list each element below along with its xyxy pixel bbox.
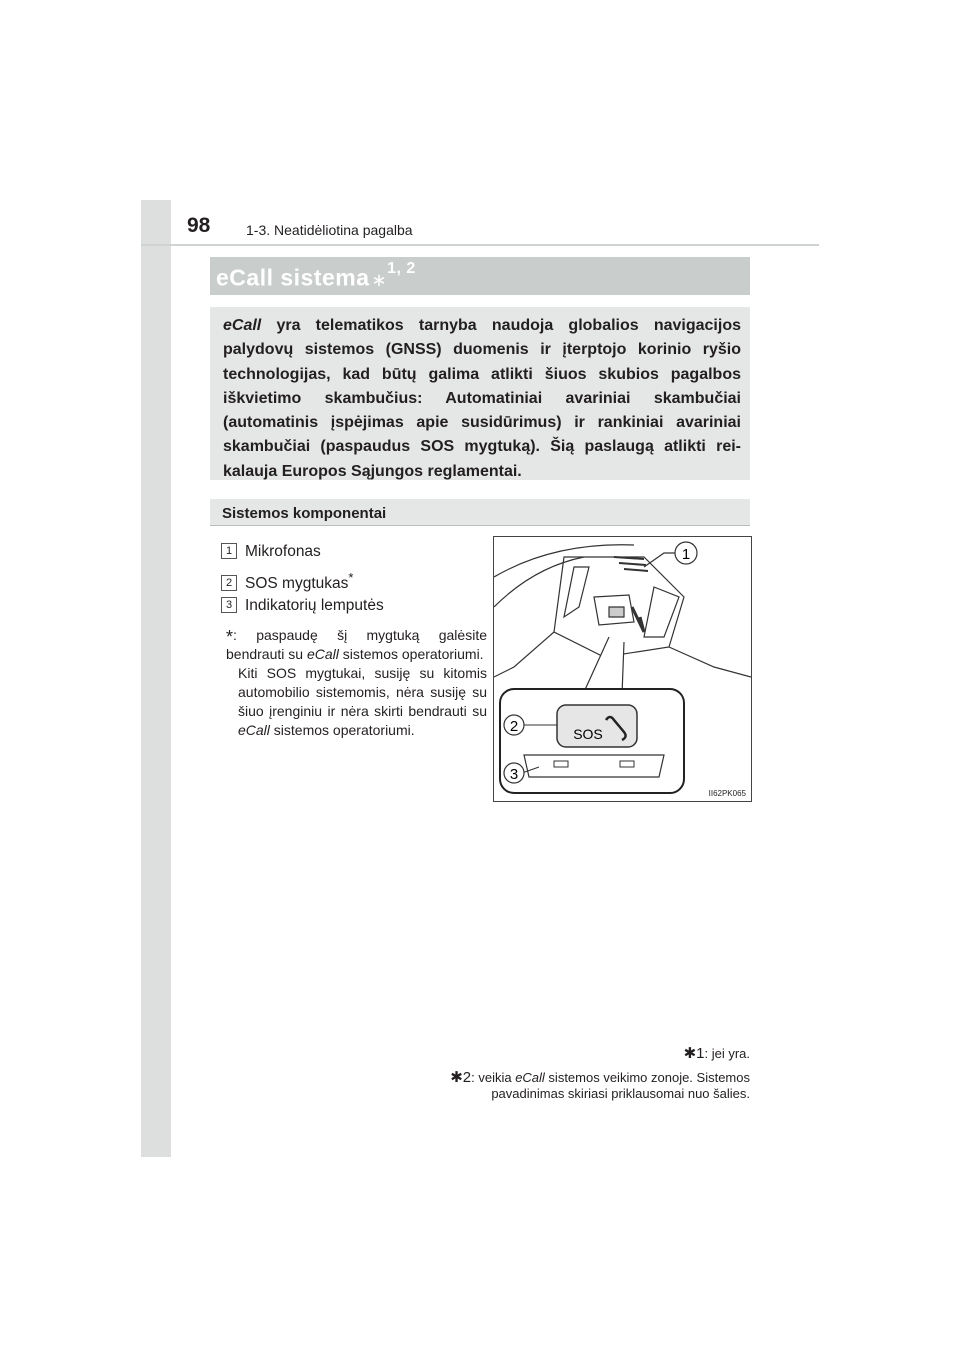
component-star: * [348, 570, 354, 585]
component-item-2 [221, 570, 353, 593]
section-header: 1-3. Neatidėliotina pagalba [246, 222, 413, 238]
note-ecall: eCall [238, 722, 270, 738]
intro-ecall: eCall [223, 317, 262, 334]
footnote-2 [380, 1070, 750, 1102]
note-text: sistemos operatoriumi. [338, 646, 484, 662]
note-star: * [226, 627, 234, 647]
component-number: 1 [221, 543, 237, 559]
indicator-lamp-right [620, 761, 634, 767]
component-number: 3 [221, 597, 237, 613]
note-text: Kiti SOS mygtukai, susiję su kitomis automobilio sistemomis, nėra susiję su šiuo įrenginiu ir nėra skirti bendrauti su [238, 665, 487, 719]
title-star: ∗ [371, 269, 388, 290]
intro-paragraph [223, 314, 741, 484]
header-divider [141, 244, 819, 246]
footnote-1-mark: ✱1 [683, 1045, 705, 1062]
footnote-2-text: : veikia [471, 1070, 516, 1085]
intro-body: yra telematikos tarnyba naudoja globalios navigacijos palydovų sistemos (GNSS) duomenis ir įterptojo korinio ryšio technologijas, kad būtų galima atlikti šiuos skubios pagalbos iškvietimo skambučius: Automatiniai avariniai skambučiai (automatinis įspėjimas apie susidūrimus) ir rankiniai avariniai skambučiai (paspaudus SOS mygtuką). Šią paslaugą atlikti reikalauja Europos Sąjungos reglamentai. [223, 317, 741, 480]
indicator-lamp-left [554, 761, 568, 767]
note-text: : paspaudę šį mygtuką galėsite bendrauti su [226, 627, 487, 662]
page-sidebar-band [141, 200, 171, 1157]
component-label: Mikrofonas [245, 543, 321, 560]
note-text: sistemos operatoriumi. [269, 722, 415, 738]
console-illustration [494, 537, 751, 801]
overhead-console-figure [493, 536, 752, 802]
footnote-2-text: sistemos veikimo zonoje. Sistemos pavadinimas skiriasi priklausomai nuo šalies. [491, 1070, 750, 1101]
page-number: 98 [187, 214, 211, 237]
title-text: eCall sistema [216, 264, 370, 291]
sos-note [226, 625, 487, 740]
callout-3-label: 3 [509, 766, 519, 783]
component-label: Indikatorių lemputės [245, 597, 384, 614]
figure-code: II62PK065 [708, 789, 746, 798]
component-label: SOS mygtukas [245, 575, 349, 593]
footnote-2-mark: ✱2 [450, 1069, 472, 1086]
note-ecall: eCall [306, 646, 339, 662]
footnote-2-ecall: eCall [515, 1070, 545, 1085]
components-heading: Sistemos komponentai [222, 505, 387, 522]
component-item-1 [221, 543, 321, 561]
callout-1-label: 1 [681, 546, 691, 563]
page-title [216, 260, 416, 292]
footnote-1 [684, 1044, 750, 1062]
callout-2-label: 2 [509, 718, 519, 735]
component-number: 2 [221, 575, 237, 591]
component-item-3 [221, 597, 384, 615]
title-footnote-refs: 1, 2 [387, 260, 416, 277]
sos-button-label: SOS [573, 726, 603, 742]
footnote-1-text: : jei yra. [704, 1046, 750, 1061]
